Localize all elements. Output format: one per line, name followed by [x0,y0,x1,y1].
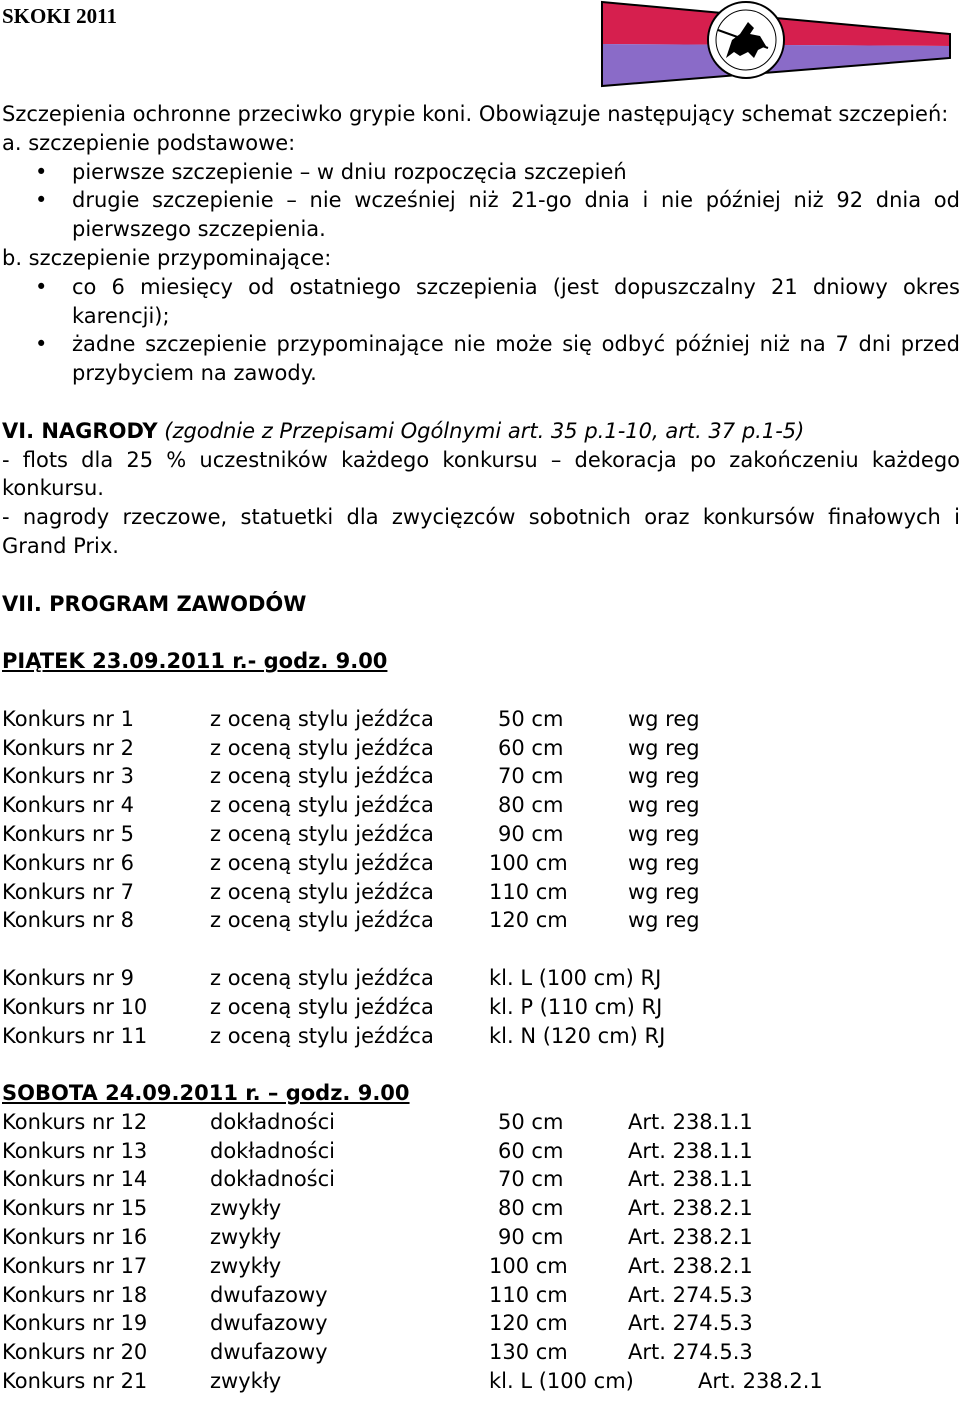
vaccination-intro: Szczepienia ochronne przeciwko grypie koni. Obowiązuje następujący schemat szczepień: [2,102,949,126]
friday-schedule [2,705,960,935]
bullet-icon: • [35,159,48,184]
competition-type: z oceną stylu jeźdźca [210,994,434,1019]
bullet-item: • co 6 miesięcy od ostatniego szczepienia (jest dopuszczalny 21 dniowy okres karencji); [35,274,960,328]
competition-number: Konkurs nr 5 [2,821,134,846]
schedule-row [2,849,960,878]
schedule-row [2,1309,960,1338]
competition-height: 100 cm [489,1253,568,1278]
competition-type: z oceną stylu jeźdźca [210,850,434,875]
competition-type: z oceną stylu jeźdźca [210,706,434,731]
schedule-row [2,734,960,763]
schedule-row [2,906,960,935]
competition-type: z oceną stylu jeźdźca [210,821,434,846]
competition-height: 100 cm [489,850,568,875]
schedule-row [2,1165,960,1194]
competition-height: kl. L (100 cm) RJ [489,965,662,990]
competition-number: Konkurs nr 1 [2,706,134,731]
schedule-row [2,993,960,1022]
competition-number: Konkurs nr 4 [2,793,134,818]
competition-height: 90 cm [498,821,564,846]
competition-height: 70 cm [498,1167,564,1192]
competition-height: 110 cm [489,1282,568,1307]
competition-height: kl. L (100 cm) [489,1369,634,1394]
competition-number: Konkurs nr 17 [2,1253,148,1278]
competition-height: 80 cm [498,1196,564,1221]
competition-type: z oceną stylu jeźdźca [210,1023,434,1048]
competition-height: 70 cm [498,764,564,789]
competition-number: Konkurs nr 3 [2,764,134,789]
competition-rule: Art. 274.5.3 [628,1282,753,1307]
competition-type: z oceną stylu jeźdźca [210,735,434,760]
bullet-icon: • [35,188,48,213]
competition-rule: Art. 238.2.1 [698,1369,823,1394]
competition-rule: wg reg [628,793,700,818]
competition-number: Konkurs nr 14 [2,1167,148,1192]
schedule-row [2,705,960,734]
competition-rule: wg reg [628,735,700,760]
schedule-row [2,791,960,820]
competition-type: dwufazowy [210,1311,328,1336]
competition-number: Konkurs nr 20 [2,1340,148,1365]
schedule-row [2,1367,960,1396]
competition-height: 80 cm [498,793,564,818]
competition-number: Konkurs nr 21 [2,1369,148,1394]
competition-type: zwykły [210,1253,282,1278]
competition-rule: Art. 238.2.1 [628,1253,753,1278]
competition-type: dokładności [210,1167,335,1192]
competition-type: zwykły [210,1225,282,1250]
competition-rule: Art. 274.5.3 [628,1340,753,1365]
competition-type: z oceną stylu jeźdźca [210,764,434,789]
schedule-row [2,1281,960,1310]
competition-type: zwykły [210,1369,282,1394]
competition-height: 60 cm [498,735,564,760]
schedule-row [2,1252,960,1281]
competition-number: Konkurs nr 19 [2,1311,148,1336]
competition-height: kl. N (120 cm) RJ [489,1023,666,1048]
competition-height: kl. P (110 cm) RJ [489,994,663,1019]
schedule-row [2,1338,960,1367]
competition-rule: wg reg [628,850,700,875]
saturday-heading: SOBOTA 24.09.2011 r. – godz. 9.00 [2,1081,410,1106]
schedule-row [2,1137,960,1166]
competition-rule: wg reg [628,764,700,789]
competition-type: dwufazowy [210,1282,328,1307]
competition-rule: wg reg [628,879,700,904]
bullet-item: • pierwsze szczepienie – w dniu rozpoczęcia szczepień [2,158,960,187]
competition-number: Konkurs nr 7 [2,879,134,904]
competition-number: Konkurs nr 16 [2,1225,148,1250]
competition-rule: Art. 238.1.1 [628,1138,753,1163]
competition-rule: wg reg [628,821,700,846]
club-flag-logo [598,0,960,88]
competition-number: Konkurs nr 9 [2,965,134,990]
competition-height: 60 cm [498,1138,564,1163]
competition-height: 50 cm [498,1109,564,1134]
competition-number: Konkurs nr 13 [2,1138,148,1163]
competition-height: 50 cm [498,706,564,731]
section-7-heading: VII. PROGRAM ZAWODÓW [2,591,307,616]
schedule-row [2,1022,960,1051]
schedule-row [2,1108,960,1137]
competition-number: Konkurs nr 18 [2,1282,148,1307]
schedule-row [2,1194,960,1223]
competition-type: dwufazowy [210,1340,328,1365]
competition-type: z oceną stylu jeźdźca [210,965,434,990]
section-6-heading: VI. NAGRODY (zgodnie z Przepisami Ogólnymi art. 35 p.1-10, art. 37 p.1-5) [2,418,805,443]
schedule-row [2,964,960,993]
bullet-icon: • [35,274,48,299]
competition-type: zwykły [210,1196,282,1221]
vaccination-a-label: a. szczepienie podstawowe: [2,130,296,155]
document-header-title: SKOKI 2011 [2,4,117,28]
competition-number: Konkurs nr 15 [2,1196,148,1221]
competition-height: 110 cm [489,879,568,904]
competition-rule: Art. 238.2.1 [628,1225,753,1250]
competition-type: dokładności [210,1109,335,1134]
prizes-line-2: - nagrody rzeczowe, statuetki dla zwycięzców sobotnich oraz konkursów finałowych i Grand Prix. [2,505,960,558]
competition-height: 130 cm [489,1340,568,1365]
bullet-item: • żadne szczepienie przypominające nie może się odbyć później niż na 7 dni przed przybyciem na zawody. [35,332,960,386]
section-6-reference: (zgodnie z Przepisami Ogólnymi art. 35 p.1-10, art. 37 p.1-5) [164,418,805,443]
competition-rule: wg reg [628,908,700,933]
competition-type: dokładności [210,1138,335,1163]
bullet-icon: • [35,332,48,357]
schedule-row [2,762,960,791]
document-body [2,100,960,1396]
friday-heading: PIĄTEK 23.09.2011 r.- godz. 9.00 [2,649,388,674]
competition-number: Konkurs nr 10 [2,994,148,1019]
competition-type: z oceną stylu jeźdźca [210,793,434,818]
bullet-item: • drugie szczepienie – nie wcześniej niż 21-go dnia i nie później niż 92 dnia od pierwszego szczepienia. [35,188,960,242]
competition-type: z oceną stylu jeźdźca [210,879,434,904]
competition-number: Konkurs nr 8 [2,908,134,933]
competition-rule: Art. 238.2.1 [628,1196,753,1221]
competition-rule: Art. 274.5.3 [628,1311,753,1336]
schedule-row [2,820,960,849]
competition-rule: wg reg [628,706,700,731]
vaccination-b-label: b. szczepienie przypominające: [2,245,332,270]
schedule-row [2,1223,960,1252]
competition-number: Konkurs nr 12 [2,1109,148,1134]
friday-schedule-final [2,964,960,1050]
competition-rule: Art. 238.1.1 [628,1167,753,1192]
competition-number: Konkurs nr 11 [2,1023,148,1048]
competition-height: 90 cm [498,1225,564,1250]
competition-number: Konkurs nr 6 [2,850,134,875]
competition-type: z oceną stylu jeźdźca [210,908,434,933]
schedule-row [2,878,960,907]
competition-height: 120 cm [489,1311,568,1336]
competition-number: Konkurs nr 2 [2,735,134,760]
prizes-line-1: - flots dla 25 % uczestników każdego konkursu – dekoracja po zakończeniu każdego konkursu. [2,447,960,501]
competition-rule: Art. 238.1.1 [628,1109,753,1134]
competition-height: 120 cm [489,908,568,933]
saturday-schedule [2,1108,960,1396]
